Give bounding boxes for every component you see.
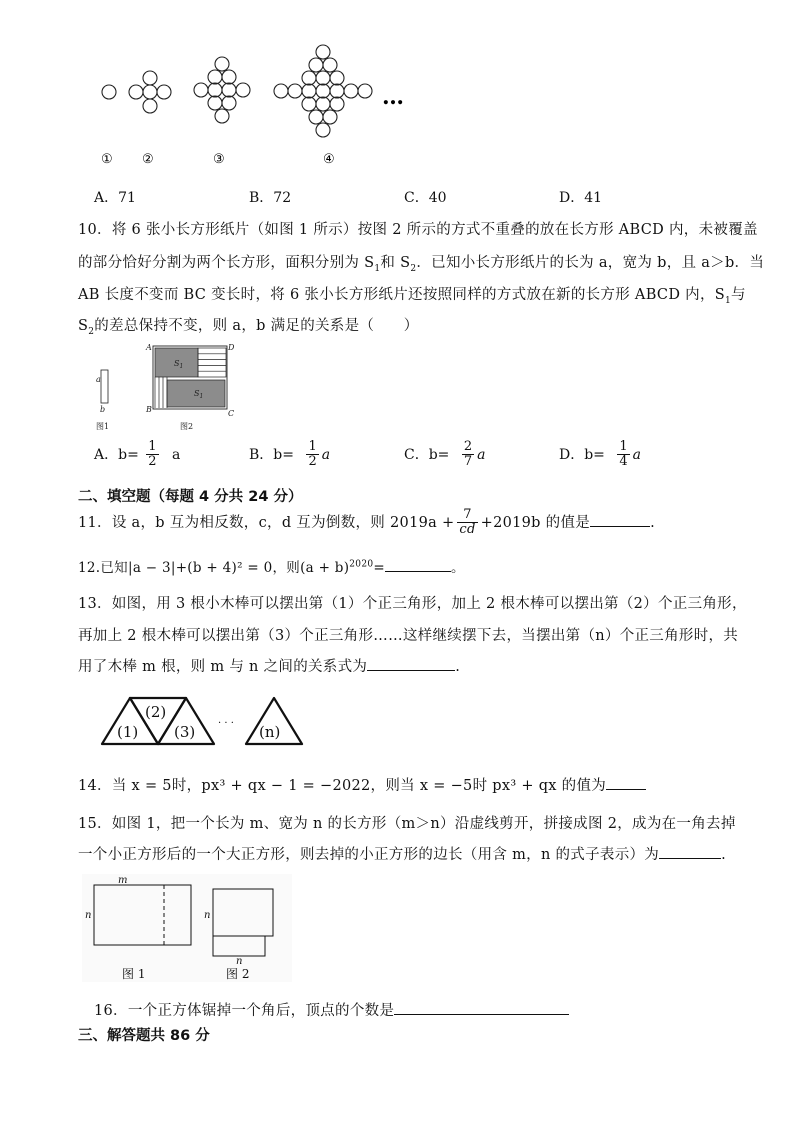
q11-line: 11．设 a，b 互为相反数，c，d 互为倒数，则 2019a + $\frac{7}{cd}$ +2019b 的值是 . <box>78 507 655 538</box>
svg-text:a: a <box>96 375 101 384</box>
svg-text:S1: $S_1$ <box>194 389 204 400</box>
pattern-label-3: ③ <box>213 152 225 167</box>
q13-line-3: 用了木棒 m 根，则 m 与 n 之间的关系式为 . <box>78 659 461 675</box>
q12-line: 12.已知|a − 3|+(b + 4)² = 0，则$(a + b)^{2020}=$ 。 <box>78 559 465 576</box>
q10-line-2: 的部分恰好分割为两个长方形，面积分别为 $S_1$和 $S_2$．已知小长方形纸片的长为 a，宽为 b，且 a＞b．当 <box>78 255 765 274</box>
svg-text:A: A <box>146 343 152 352</box>
q13-line-1: 13．如图，用 3 根小木棒可以摆出第（1）个正三角形，加上 2 根木棒可以摆出第（2）个正三角形， <box>78 596 747 612</box>
section-3-heading: 三、解答题共 86 分 <box>78 1028 210 1044</box>
q10-option-d: D．b= $\frac{1}{4}$ a <box>559 439 642 470</box>
svg-text:(2): (2) <box>145 703 167 721</box>
pattern-label-2: ② <box>142 152 154 167</box>
svg-text:图 1: 图 1 <box>122 967 146 981</box>
q9-option-b: B．72 <box>249 190 292 206</box>
svg-text:(3): (3) <box>174 723 196 741</box>
svg-text:C: C <box>228 409 235 418</box>
q10-option-c: C．b= $\frac{2}{7}$ a <box>404 439 486 470</box>
q15-line-1: 15．如图 1，把一个长为 m、宽为 n 的长方形（m＞n）沿虚线剪开，拼接成图 2，成为在一角去掉 <box>78 816 736 832</box>
q10-line-3: AB 长度不变而 BC 变长时，将 6 张小长方形纸片还按照同样的方式放在新的长方形 ABCD 内，$S_1$与 <box>78 287 746 306</box>
svg-text:n: n <box>236 956 243 967</box>
q10-option-b: B．b= $\frac{1}{2}$ a <box>249 439 331 470</box>
q10-line-4: $S_2$的差总保持不变，则 a，b 满足的关系是（ ） <box>78 318 419 337</box>
triangle-sticks-figure <box>96 694 311 750</box>
svg-text:S1: $S_1$ <box>174 359 184 370</box>
section-2-heading: 二、填空题（每题 4 分共 24 分） <box>78 489 303 505</box>
svg-text:b: b <box>100 405 106 414</box>
q9-option-c: C．40 <box>404 190 447 206</box>
svg-text:B: B <box>146 405 152 414</box>
svg-text:图 2: 图 2 <box>226 967 250 981</box>
rectangle-cut-figure-q15 <box>82 872 292 984</box>
q10-line-1: 10．将 6 张小长方形纸片（如图 1 所示）按图 2 所示的方式不重叠的放在长方形 ABCD 内，未被覆盖 <box>78 222 758 238</box>
pattern-label-4: ④ <box>323 152 335 167</box>
svg-text:n: n <box>85 910 92 921</box>
q14-line: 14．当 x = 5时，px³ + qx − 1 = −2022，则当 x = −5时 px³ + qx 的值为 <box>78 774 646 795</box>
svg-text:(n): (n) <box>259 723 281 741</box>
q10-option-a: A．b= $\frac{1}{2}$ a <box>94 439 181 470</box>
q16-line: 16．一个正方体锯掉一个角后，顶点的个数是 <box>94 999 569 1020</box>
svg-text:(1): (1) <box>117 723 139 741</box>
svg-text:· · ·: · · · <box>218 718 234 729</box>
rectangle-figure-q10 <box>88 340 248 432</box>
pattern-label-1: ① <box>101 152 113 167</box>
svg-text:图1: 图1 <box>96 422 110 431</box>
svg-text:n: n <box>204 910 211 921</box>
svg-text:D: D <box>228 343 235 352</box>
circle-pattern-figure <box>90 40 430 175</box>
q13-line-2: 再加上 2 根木棒可以摆出第（3）个正三角形……这样继续摆下去，当摆出第（n）个正三角形时，共 <box>78 628 739 644</box>
q9-option-d: D．41 <box>559 190 603 206</box>
svg-text:m: m <box>118 875 128 886</box>
ellipsis-dots: … <box>382 84 404 110</box>
q9-option-a: A．71 <box>94 190 136 206</box>
q15-line-2: 一个小正方形后的一个大正方形，则去掉的小正方形的边长（用含 m，n 的式子表示）为 . <box>78 847 727 863</box>
svg-text:图2: 图2 <box>180 422 194 431</box>
